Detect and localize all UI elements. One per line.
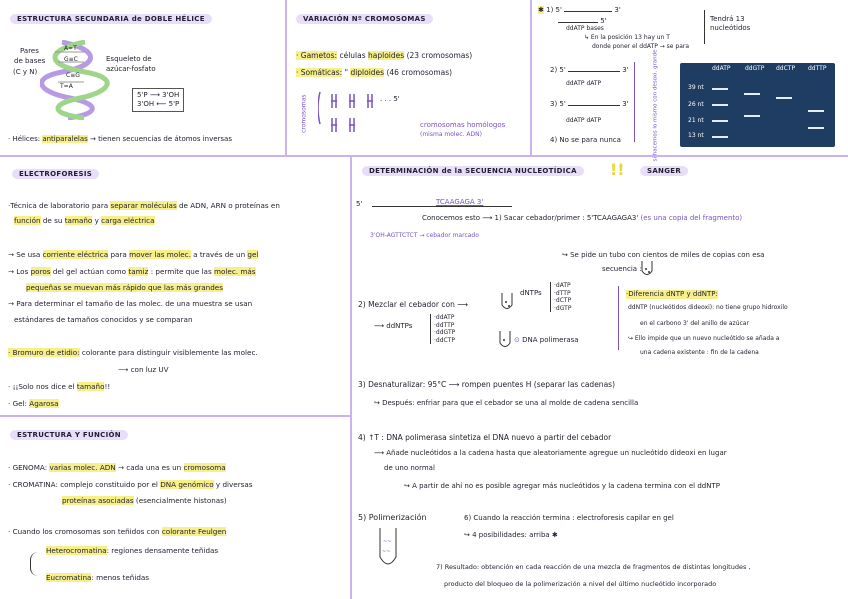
sanger-badge: SANGER xyxy=(640,166,688,176)
ex1-5prime: 1) 5' xyxy=(546,6,562,14)
step1-note: (es una copia del fragmento) xyxy=(640,214,743,222)
gel-row-1: 39 nt xyxy=(688,84,704,91)
electro-l4c: : permite que las xyxy=(150,267,212,276)
electro-line-6: → Para determinar el tamaño de las molec. de una muestra se usan xyxy=(8,299,253,308)
genoma-label: · GENOMA: xyxy=(8,463,48,472)
gametos-haploides: haploides xyxy=(368,51,405,60)
step1-line xyxy=(422,214,742,223)
star-marker: ✱ xyxy=(538,6,544,14)
electro-corriente: corriente eléctrica xyxy=(42,250,109,259)
ex3-nucleotides: ddATP dATP xyxy=(566,117,602,124)
heterocromatina-line xyxy=(46,546,218,555)
ex3-5prime: 3) 5' xyxy=(550,100,566,108)
section-title-electroforesis: ELECTROFORESIS xyxy=(12,169,99,179)
step2-line: 2) Mezclar el cebador con ⟶ xyxy=(358,300,468,309)
eucromatina-label: Eucromatina xyxy=(46,573,92,582)
electro-l4b: del gel actúan como xyxy=(52,267,127,276)
sanger-example-1 xyxy=(538,6,621,15)
label-esqueleto: Esqueleto de xyxy=(106,55,152,63)
strand-ends-box xyxy=(132,88,184,112)
gel-row-4: 13 nt xyxy=(688,132,704,139)
divider-v-1 xyxy=(285,0,287,155)
electro-l4a: → Los xyxy=(8,267,29,276)
secuencia-label: secuencia : xyxy=(602,265,642,273)
ddntp-item: ·ddCTP xyxy=(434,336,455,344)
seq-known: TCAAGAGA 3' xyxy=(436,198,484,206)
tendra-label: Tendrá 13 xyxy=(710,15,745,23)
electro-line-3 xyxy=(8,250,258,259)
homologos-text: cromosomas homólogos xyxy=(420,121,506,129)
dntp-item: ·dCTP xyxy=(554,297,572,304)
electro-agarosa: Agarosa xyxy=(29,399,59,408)
electro-l1b: de ADN, ARN o proteínas en xyxy=(179,201,280,210)
pide-line: ↪ Se pide un tubo con cientos de miles de copias con esa xyxy=(562,251,765,259)
cromatina-line-2 xyxy=(62,496,227,505)
feulgen-pre: · Cuando los cromosomas son teñidos con xyxy=(8,527,160,536)
ex1-ddatp-label: ddATP xyxy=(566,25,585,32)
dntp-item: ·dATP xyxy=(554,282,571,289)
cromatina-proteinas: proteínas asociadas xyxy=(62,496,134,505)
ex3-3prime: 3' xyxy=(622,100,629,108)
cromatina-brace xyxy=(30,552,41,576)
diferencia-3: en el carbono 3' del anillo de azúcar xyxy=(640,320,749,327)
dntp-item: ·dGTP xyxy=(554,304,572,312)
sanger-example-3 xyxy=(550,100,629,109)
dntp-item: ·dTTP xyxy=(554,289,571,297)
electro-line-7: estándares de tamaños conocidos y se comparan xyxy=(14,315,193,324)
electro-gel: gel xyxy=(247,250,259,259)
ex1-bottom-5prime: 5' xyxy=(600,17,607,25)
divider-h-top xyxy=(0,155,848,157)
basepair-4: T=A xyxy=(60,83,73,90)
electro-l1a: ·Técnica de laboratorio para xyxy=(8,201,109,210)
electro-line-1 xyxy=(8,201,280,210)
gel-row-3: 21 nt xyxy=(688,117,704,124)
primer-seq: 3'OH-AGTTCTCT xyxy=(370,232,418,239)
label-azucar: azúcar-fosfato xyxy=(106,65,156,73)
electro-line-11 xyxy=(8,399,59,408)
genoma-post: → cada una es un xyxy=(117,463,182,472)
electro-l2c: y xyxy=(94,216,99,225)
svg-text:~~: ~~ xyxy=(382,549,391,555)
step4-c: de uno normal xyxy=(384,464,435,472)
primer-marked: → cebador marcado xyxy=(419,232,479,239)
diferencia-1: ·Diferencia dNTP y ddNTP: xyxy=(626,290,718,298)
gel-row-2: 26 nt xyxy=(688,101,704,108)
electro-l10a: · ¡¡Solo nos dice el xyxy=(8,382,75,391)
electro-poros: poros xyxy=(30,267,51,276)
dna-polimerasa-label: ⊙ DNA polimerasa xyxy=(514,336,579,344)
electro-l8b: colorante para distinguir visiblemente las molec. xyxy=(81,348,258,357)
genoma-cromosoma: cromosoma xyxy=(183,463,226,472)
gel-col-2: ddGTP xyxy=(745,65,765,72)
dntp-list xyxy=(550,282,571,312)
electro-tamano-2: tamaño xyxy=(76,382,105,391)
divider-v-mid xyxy=(350,155,352,599)
helices-line xyxy=(8,135,232,144)
somaticas-label: · Somáticas: xyxy=(296,68,343,77)
helices-antiparalelas: antiparalelas xyxy=(42,135,88,143)
desoxi-vertical-note: si hacemos lo mismo con desoxi. grande xyxy=(652,49,659,162)
cromatina-line xyxy=(8,480,253,489)
electro-separar: separar moléculas xyxy=(110,201,177,210)
electro-carga: carga eléctrica xyxy=(101,216,155,225)
cromatina-dna: DNA genómico xyxy=(160,480,214,489)
tube-icon xyxy=(640,260,654,278)
section-title-determinacion: DETERMINACIÓN de la SECUENCIA NUCLEOTÍDICA xyxy=(362,166,584,176)
conocemos-label: Conocemos esto ⟶ xyxy=(422,214,493,222)
cromatina-histonas: (esencialmente histonas) xyxy=(135,496,227,505)
electro-l2b: de su xyxy=(42,216,63,225)
genoma-line xyxy=(8,463,226,472)
ex1-pos13: ↳ En la posición 13 hay un T xyxy=(584,34,670,41)
sanger-example-2 xyxy=(550,66,629,75)
electro-line-10 xyxy=(8,382,110,391)
gel-band xyxy=(712,120,728,122)
strand-end-2: 3'OH ⟵ 5'P xyxy=(137,99,180,108)
electro-l10b: !! xyxy=(104,382,111,391)
somaticas-line xyxy=(296,68,452,77)
section-title-estructura-funcion: ESTRUCTURA Y FUNCIÓN xyxy=(10,430,128,440)
double-helix-icon xyxy=(40,40,120,120)
electro-funcion: función xyxy=(14,216,41,225)
ddntp-item: ·ddATP xyxy=(434,314,455,321)
gel-col-3: ddCTP xyxy=(776,65,796,72)
section-title-variacion: VARIACIÓN Nº CROMOSOMAS xyxy=(296,14,433,24)
electro-tamano: tamaño xyxy=(64,216,93,225)
cromatina-mid: complejo constituido por el xyxy=(60,480,158,489)
feulgen-colorante: colorante Feulgen xyxy=(161,527,227,536)
gametos-celulas: células xyxy=(339,51,366,60)
chromosome-ellipsis: . . . 5' xyxy=(380,95,400,103)
tube-icon xyxy=(378,527,398,569)
electro-molec-mas: molec. más xyxy=(214,267,256,276)
diferencia-5: una cadena existente : fin de la cadena xyxy=(640,349,759,356)
sanger-example-4: 4) No se para nunca xyxy=(550,136,621,144)
ex1-bases-label: bases xyxy=(586,25,604,32)
ddntp-brace xyxy=(618,286,619,350)
gel-band xyxy=(808,110,824,112)
label-bases: de bases xyxy=(14,57,46,65)
electro-l3a: → Se usa xyxy=(8,250,41,259)
electro-pequenas: pequeñas se muevan más rápido que las más grandes xyxy=(26,283,223,292)
helices-prefix: · Hélices: xyxy=(8,135,41,143)
electro-line-9: ⟶ con luz UV xyxy=(118,365,169,374)
gel-band xyxy=(744,93,760,95)
cromatina-post: y diversas xyxy=(215,480,253,489)
step6-line: 6) Cuando la reacción termina : electroforesis capilar en gel xyxy=(464,514,674,522)
dna-polimerasa-text: DNA polimerasa xyxy=(522,336,579,344)
label-pares: Pares xyxy=(20,47,39,55)
seq-5prime: 5' xyxy=(356,200,363,208)
electro-line-8 xyxy=(8,348,258,357)
strand-end-1: 5'P ⟶ 3'OH xyxy=(137,91,180,99)
gel-band xyxy=(712,136,728,138)
homologos-label xyxy=(420,121,505,139)
svg-text:~~: ~~ xyxy=(383,539,392,545)
eucromatina-line xyxy=(46,573,149,582)
step4-b: ⟶ Añade nucleótidos a la cadena hasta que aleatoriamente agregue un nucleótido dideoxi en lugar xyxy=(374,449,727,457)
basepair-1: A=T xyxy=(64,45,77,52)
gametos-label: · Gametos: xyxy=(296,51,338,60)
genoma-molec: varias molec. ADN xyxy=(49,463,116,472)
seq-primer xyxy=(370,232,479,240)
label-cyn: (C y N) xyxy=(13,68,38,76)
step4-d: ↪ A partir de ahí no es posible agregar más nucleótidos y la cadena termina con el ddNTP xyxy=(404,482,720,490)
electro-l3b: para xyxy=(110,250,127,259)
heterocromatina-label: Heterocromatina xyxy=(46,546,107,555)
tendra-nucleotidos: nucleótidos xyxy=(710,23,751,32)
feulgen-line xyxy=(8,527,226,536)
ex2-nucleotides: ddATP dATP xyxy=(566,80,602,87)
somaticas-ditto: " xyxy=(344,68,349,77)
somaticas-count: (46 cromosomas) xyxy=(386,68,453,77)
ex1-donde: donde poner el ddATP → se para xyxy=(592,43,690,50)
divider-h-left xyxy=(0,415,350,417)
ddntp-item: ·ddTTP xyxy=(434,321,455,329)
tendra-text xyxy=(710,15,750,33)
gel-col-1: ddATP xyxy=(712,65,731,72)
examples-brace xyxy=(634,62,635,142)
ex1-3prime: 3' xyxy=(614,6,621,14)
gel-band xyxy=(712,104,728,106)
step5-line: 5) Polimerización xyxy=(358,513,427,522)
electro-l11a: · Gel: xyxy=(8,399,27,408)
gel-band xyxy=(712,88,728,90)
electro-bromuro: · Bromuro de etidio: xyxy=(8,348,80,357)
ex2-3prime: 3' xyxy=(622,66,629,74)
dntps-label: dNTPs xyxy=(520,289,542,297)
electro-tamiz: tamiz xyxy=(128,267,149,276)
somaticas-diploides: diploides xyxy=(350,68,385,77)
step4-line: 4) ↑T : DNA polimerasa sintetiza el DNA nuevo a partir del cebador xyxy=(358,433,612,442)
tube-icon xyxy=(498,330,512,350)
tube-icon xyxy=(500,292,514,312)
heterocromatina-desc: : regiones densamente teñidas xyxy=(106,546,219,555)
diferencia-4: ↪ Ello impide que un nuevo nucleótido se añada a xyxy=(628,335,780,342)
basepair-3: C≡G xyxy=(66,72,80,79)
electro-mover: mover las molec. xyxy=(129,250,191,259)
helices-desc: → tienen secuencias de átomos inversas xyxy=(90,135,232,143)
electro-line-5 xyxy=(26,283,223,292)
step3-after: ↪ Después: enfriar para que el cebador se una al molde de cadena sencilla xyxy=(374,399,639,407)
section-title-estructura-secundaria: ESTRUCTURA SECUNDARIA de DOBLE HÉLICE xyxy=(10,14,212,24)
gel-band xyxy=(744,115,760,117)
electro-line-4 xyxy=(8,267,256,276)
gel-band xyxy=(808,127,824,129)
electro-line-2 xyxy=(14,216,155,225)
gel-band xyxy=(776,97,792,99)
basepair-2: G≡C xyxy=(64,56,78,63)
gel-col-4: ddTTP xyxy=(808,65,827,72)
ex2-5prime: 2) 5' xyxy=(550,66,566,74)
step6-b: ↪ 4 posibilidades: arriba ✱ xyxy=(464,531,558,539)
ddntp-list xyxy=(430,314,455,344)
ddntp-item: ·ddGTP xyxy=(434,329,456,336)
cromatina-label: · CROMATINA: xyxy=(8,480,58,489)
step1-text: 1) Sacar cebador/primer : 5'TCAAGAGA3' xyxy=(494,214,639,222)
divider-v-2 xyxy=(530,0,532,155)
step7-line: 7) Resultado: obtención en cada reacción de una mezcla de fragmentos de distintas longitudes , xyxy=(436,563,751,571)
diferencia-2: ddNTP (nucleótidos dideoxi): no tiene grupo hidroxilo xyxy=(628,304,788,311)
eucromatina-desc: : menos teñidas xyxy=(91,573,150,582)
gametos-line xyxy=(296,51,472,60)
tendra-brace xyxy=(704,10,705,44)
cromosomas-vertical-label: cromosomas xyxy=(300,94,308,133)
step3-line: 3) Desnaturalizar: 95°C ⟶ rompen puentes H (separar las cadenas) xyxy=(358,380,615,389)
homologos-subtext: (misma molec. ADN) xyxy=(420,130,482,138)
electro-l3c: a través de un xyxy=(193,250,246,259)
ddntps-label: ⟶ ddNTPs xyxy=(374,322,413,330)
bang-marks: !! xyxy=(610,160,625,179)
ex1-ddatp xyxy=(566,25,604,33)
step7-b: producto del bloqueo de la polimerización a nivel del último nucleótido incorporado xyxy=(444,580,717,588)
gametos-count: (23 cromosomas) xyxy=(406,51,473,60)
